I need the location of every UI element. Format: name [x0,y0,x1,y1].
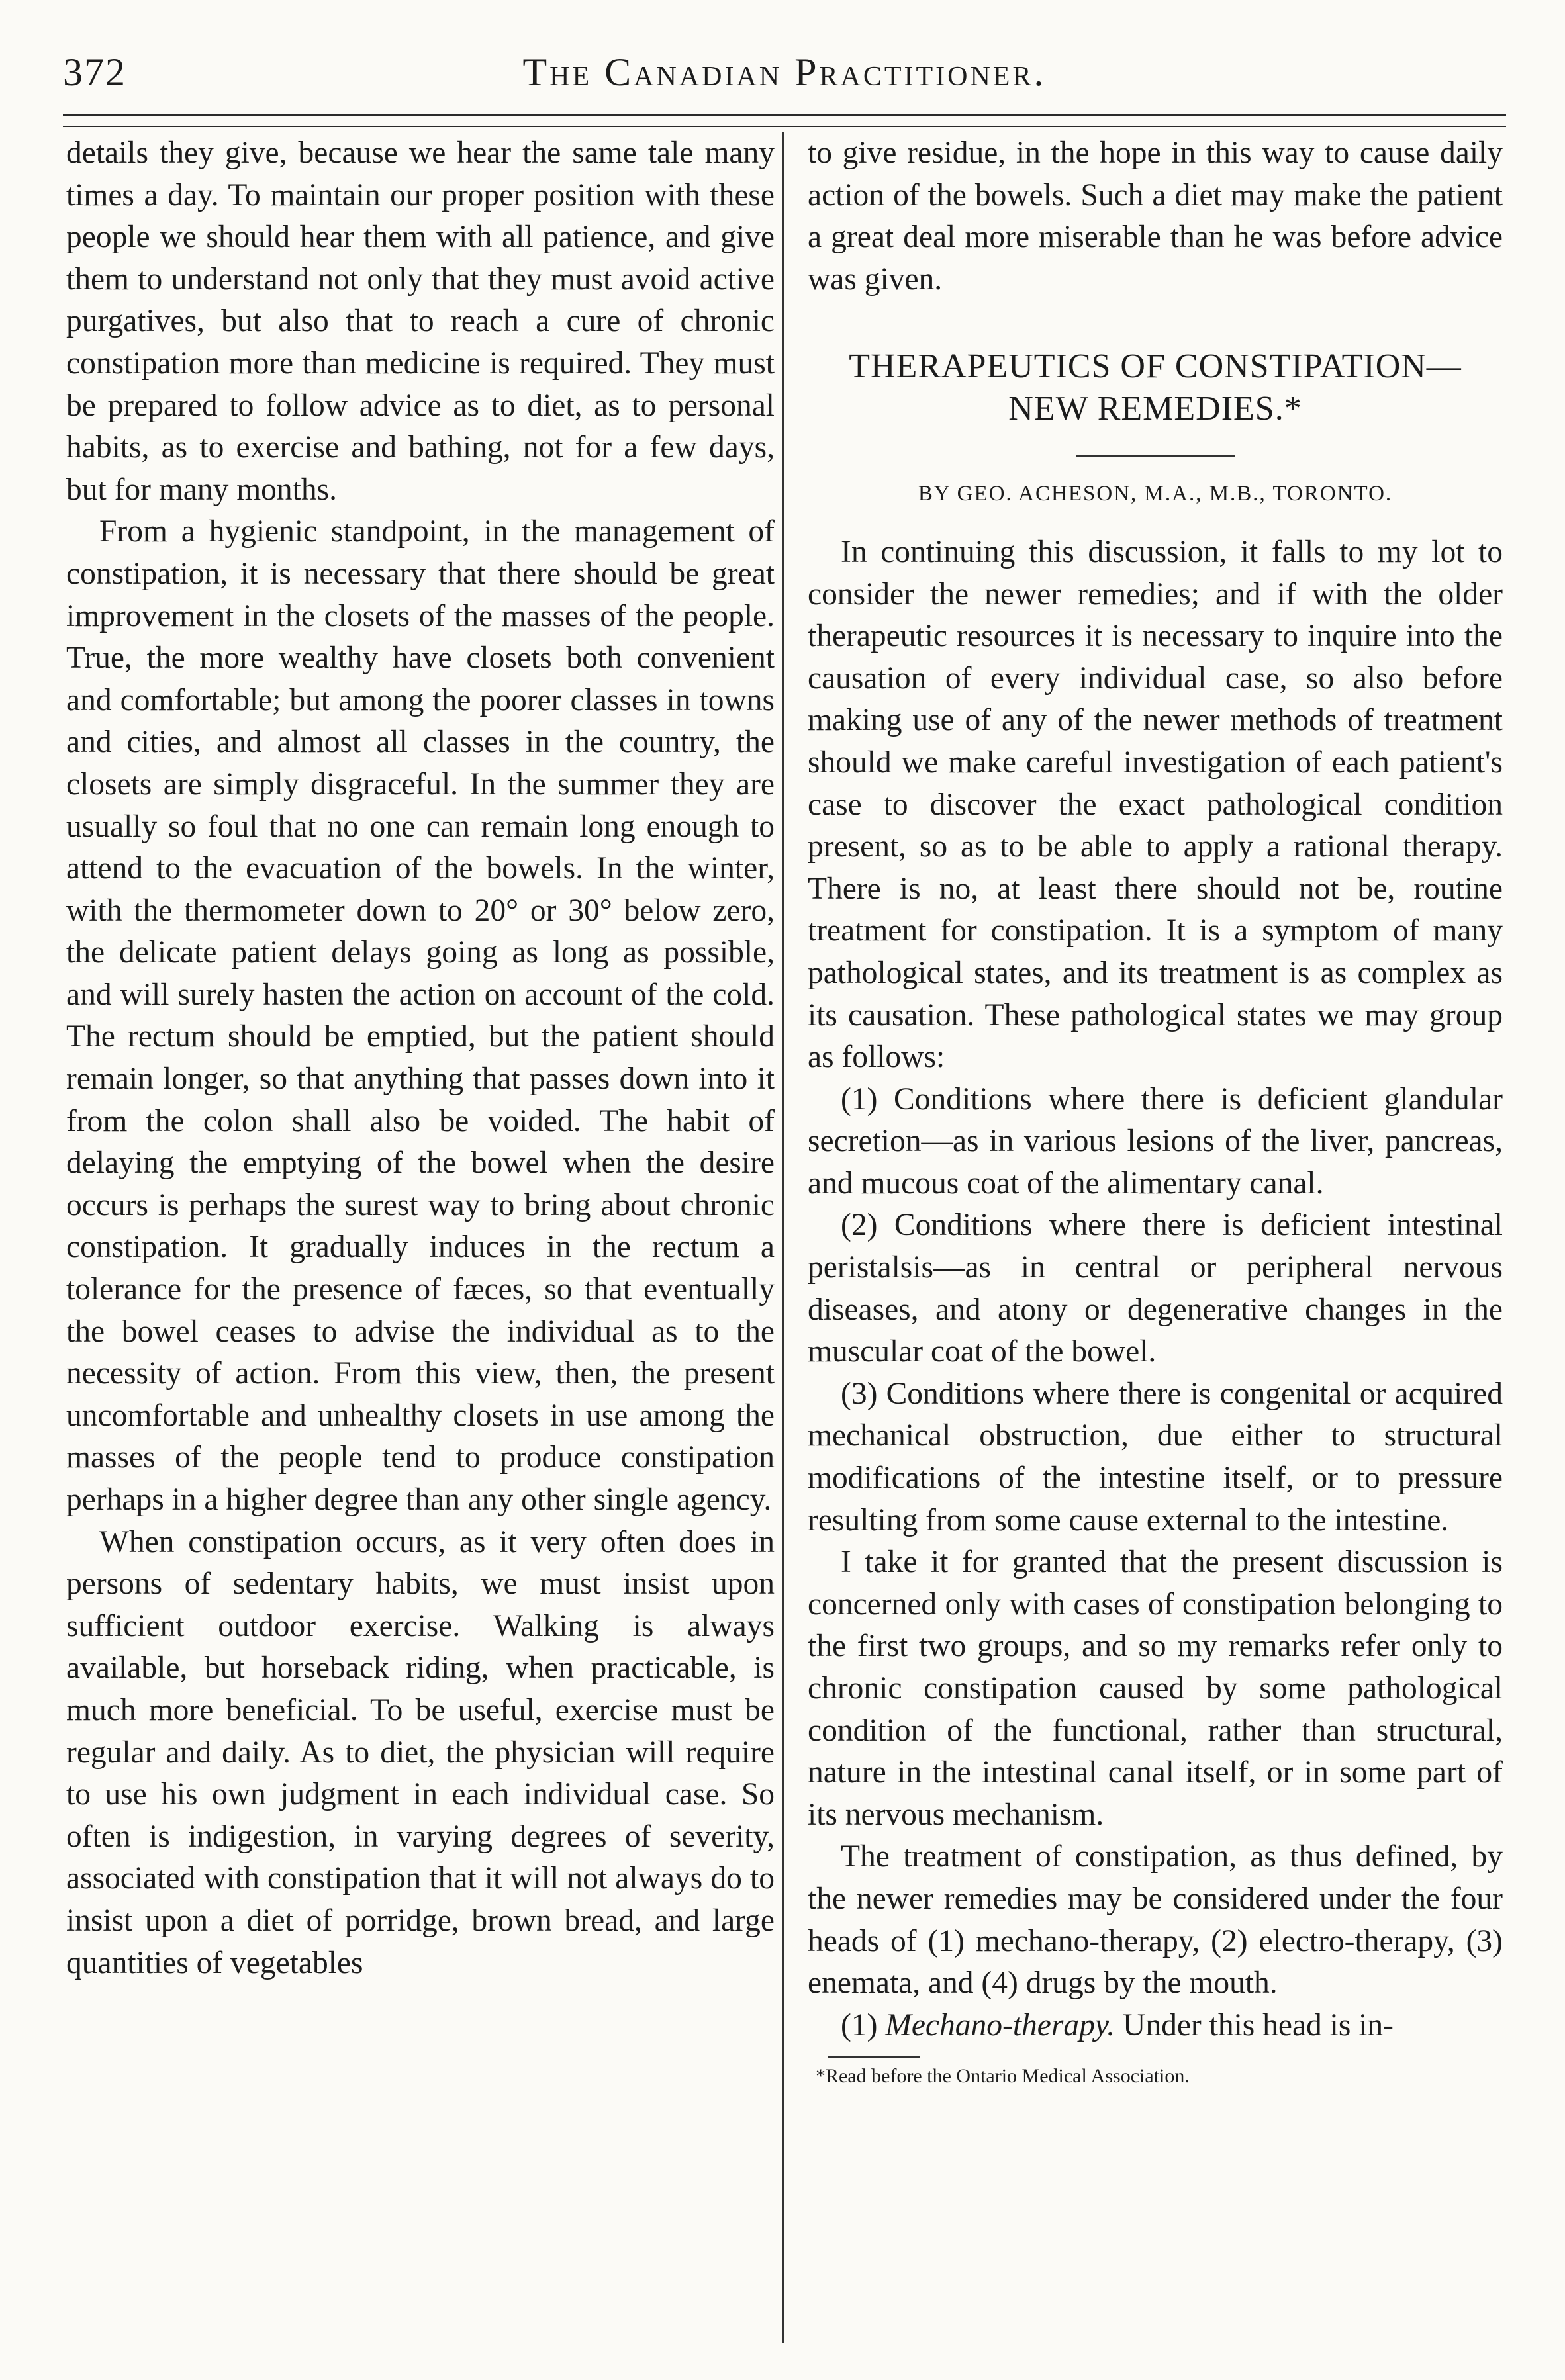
running-header [63,36,1506,116]
page-number: 372 [63,50,126,94]
article-title-line: NEW REMEDIES.* [1008,390,1302,428]
paragraph-text: Under this head is in- [1115,2007,1394,2042]
paragraph [808,2005,1503,2047]
footnote: *Read before the Ontario Medical Association. [816,2065,1190,2087]
running-title: The Canadian Practitioner. [522,50,1047,94]
right-column [808,132,1503,2091]
paragraph: details they give, because we hear the same tale many times a day. To maintain our proper position with these people we should hear them with all patience, and give them to understand not only that they must avoid active purgatives, but also that to reach a cure of chronic constipation more than medicine is required. They must be prepared to follow advice as to diet, as to personal habits, as to exercise and bathing, not for a few days, but for many months. [66,136,775,507]
list-number: (1) [841,2007,886,2042]
paragraph: From a hygienic standpoint, in the management of constipation, it is necessary that there should be great improvement in the closets of the masses of the people. True, the more wealthy have closets both convenient and comfortable; but among the poorer classes in towns and cities, and almost all classes in the country, the closets are simply disgraceful. In the summer they are usually so foul that no one can remain long enough to attend to the evacuation of the bowels. In the winter, with the thermometer down to 20° or 30° below zero, the delicate patient delays going as long as possible, and will surely hasten the action on account of the cold. The rectum should be emptied, but the patient should remain longer, so that anything that passes down into it from the colon shall also be voided. The habit of delaying the emptying of the bowel when the desire occurs is perhaps the surest way to bring about chronic constipation. It gradually induces in the rectum a tolerance for the presence of fæces, so that eventually the bowel ceases to advise the individual as to the necessity of action. From this view, then, the present uncomfortable and unhealthy closets in use among the masses of the people tend to produce constipation perhaps in a higher degree than any other single agency. [66,514,775,1517]
paragraph: (3) Conditions where there is congenital or acquired mechanical obstruction, due either to structural modifications of the intestine itself, or to pressure resulting from some cause external to the intestine. [808,1376,1503,1537]
byline: BY GEO. ACHESON, M.A., M.B., TORONTO. [918,482,1393,506]
paragraph: to give residue, in the hope in this way to cause daily action of the bowels. Such a diet may make the patient a great deal more miserable than he was before advice was given. [808,136,1503,297]
column-divider [782,132,784,2343]
paragraph: When constipation occurs, as it very often does in persons of sedentary habits, we must insist upon sufficient outdoor exercise. Walking is always available, but horseback riding, when practicable, is much more beneficial. To be useful, exercise must be regular and daily. As to diet, the physician will require to use his own judgment in each individual case. So often is indigestion, in varying degrees of severity, associated with constipation that it will not always do to insist upon a diet of porridge, brown bread, and large quantities of vegetables [66,1524,775,1980]
subheading: Mechano-therapy. [885,2007,1115,2042]
paragraph: (2) Conditions where there is deficient intestinal peristalsis—as in central or peripheral nervous diseases, and atony or degenerative changes in the muscular coat of the bowel. [808,1208,1503,1369]
paragraph: The treatment of constipation, as thus defined, by the newer remedies may be considered under the four heads of (1) mechano-therapy, (2) electro-therapy, (3) enemata, and (4) drugs by the mouth. [808,1839,1503,2001]
paragraph: (1) Conditions where there is deficient glandular secretion—as in various lesions of the liver, pancreas, and mucous coat of the alimentary canal. [808,1081,1503,1201]
paragraph: I take it for granted that the present discussion is concerned only with cases of constipation belonging to the first two groups, and so my remarks refer only to chronic constipation caused by some pathological condition of the functional, rather than structural, nature in the intestinal canal itself, or in some part of its nervous mechanism. [808,1545,1503,1832]
title-rule [1076,455,1235,457]
header-rule-thin [63,126,1506,127]
header-rule-thick [63,114,1506,116]
article-title [808,345,1503,457]
article-title-line: THERAPEUTICS OF CONSTIPATION— [849,347,1462,386]
paragraph: In continuing this discussion, it falls to my lot to consider the newer remedies; and if with the older therapeutic resources it is necessary to inquire into the causation of every individual case, so also before making use of any of the newer methods of treatment should we make careful investigation of each patient's case to discover the exact pathological condition present, so as to be able to apply a rational therapy. There is no, at least there should not be, routine treatment for constipation. It is a symptom of many pathological states, and its treatment is as complex as its causation. These pathological states we may group as follows: [808,534,1503,1075]
left-column [66,132,775,1984]
footnote-rule [828,2056,920,2058]
